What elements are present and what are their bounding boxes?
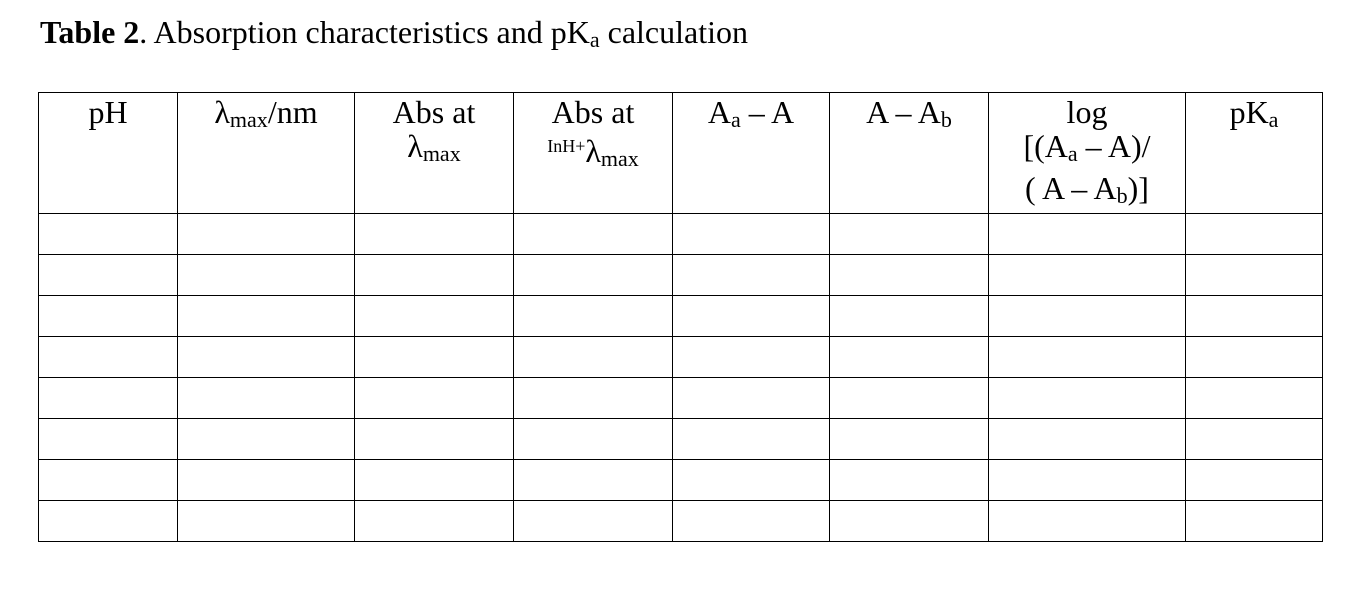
table-cell — [989, 460, 1186, 501]
table-cell — [673, 501, 830, 542]
table-cell — [178, 255, 355, 296]
table-cell — [830, 255, 989, 296]
table-caption — [40, 12, 748, 60]
table-cell — [989, 255, 1186, 296]
table-cell — [673, 419, 830, 460]
table-cell — [830, 378, 989, 419]
header-pka: pKa — [1186, 93, 1323, 214]
table-cell — [39, 296, 178, 337]
table-cell — [830, 501, 989, 542]
table-cell — [1186, 378, 1323, 419]
table-cell — [1186, 419, 1323, 460]
table-cell — [673, 337, 830, 378]
table-cell — [673, 378, 830, 419]
table-row — [39, 214, 1323, 255]
table-cell — [1186, 214, 1323, 255]
table-row — [39, 460, 1323, 501]
table-cell — [673, 296, 830, 337]
table-cell — [989, 214, 1186, 255]
header-row — [39, 93, 1323, 214]
table-cell — [39, 501, 178, 542]
table-body — [39, 214, 1323, 542]
table-cell — [830, 214, 989, 255]
table-cell — [830, 460, 989, 501]
table-row — [39, 501, 1323, 542]
table-cell — [1186, 337, 1323, 378]
table-cell — [673, 214, 830, 255]
table-row — [39, 378, 1323, 419]
table-cell — [673, 255, 830, 296]
table-cell — [514, 378, 673, 419]
table-cell — [514, 501, 673, 542]
table-cell — [830, 419, 989, 460]
table-cell — [989, 296, 1186, 337]
table-cell — [178, 419, 355, 460]
table-cell — [355, 460, 514, 501]
table-cell — [989, 501, 1186, 542]
table-cell — [830, 296, 989, 337]
table-cell — [514, 214, 673, 255]
header-log-ratio: log [(Aa – A)/ ( A – Ab)] — [989, 93, 1186, 214]
table-cell — [1186, 255, 1323, 296]
table-cell — [514, 460, 673, 501]
header-abs-at-lambda-max: Abs at λmax — [355, 93, 514, 214]
table-cell — [514, 255, 673, 296]
table-cell — [178, 378, 355, 419]
table-cell — [39, 419, 178, 460]
table-cell — [989, 337, 1186, 378]
table-row — [39, 255, 1323, 296]
absorption-table — [38, 92, 1323, 542]
table-cell — [355, 419, 514, 460]
table-row — [39, 419, 1323, 460]
table-cell — [1186, 501, 1323, 542]
table-cell — [514, 337, 673, 378]
header-lambda-max: λmax/nm — [178, 93, 355, 214]
caption-text: Absorption characteristics and pKa calculation — [147, 14, 748, 52]
table-cell — [355, 296, 514, 337]
table-cell — [355, 378, 514, 419]
table-cell — [39, 337, 178, 378]
header-abs-at-inh-lambda-max: Abs at $^{InH+}$λmax — [514, 93, 673, 214]
table-cell — [355, 501, 514, 542]
table-cell — [355, 337, 514, 378]
table-cell — [178, 460, 355, 501]
header-a-minus-ab: A – Ab — [830, 93, 989, 214]
table-cell — [1186, 296, 1323, 337]
header-aa-minus-a: Aa – A — [673, 93, 830, 214]
table-cell — [355, 255, 514, 296]
table-cell — [178, 296, 355, 337]
table-cell — [514, 419, 673, 460]
table-row — [39, 337, 1323, 378]
table-cell — [39, 214, 178, 255]
table-cell — [830, 337, 989, 378]
table-cell — [178, 501, 355, 542]
table-cell — [1186, 460, 1323, 501]
table-cell — [989, 419, 1186, 460]
table-cell — [355, 214, 514, 255]
caption-punct: . — [139, 14, 148, 50]
table-cell — [39, 378, 178, 419]
table-cell — [39, 460, 178, 501]
table-cell — [178, 214, 355, 255]
table-cell — [989, 378, 1186, 419]
table-cell — [514, 296, 673, 337]
table-cell — [178, 337, 355, 378]
header-ph: pH — [39, 93, 178, 214]
table-cell — [673, 460, 830, 501]
caption-label: Table 2 — [40, 14, 140, 50]
table-cell — [39, 255, 178, 296]
table-row — [39, 296, 1323, 337]
